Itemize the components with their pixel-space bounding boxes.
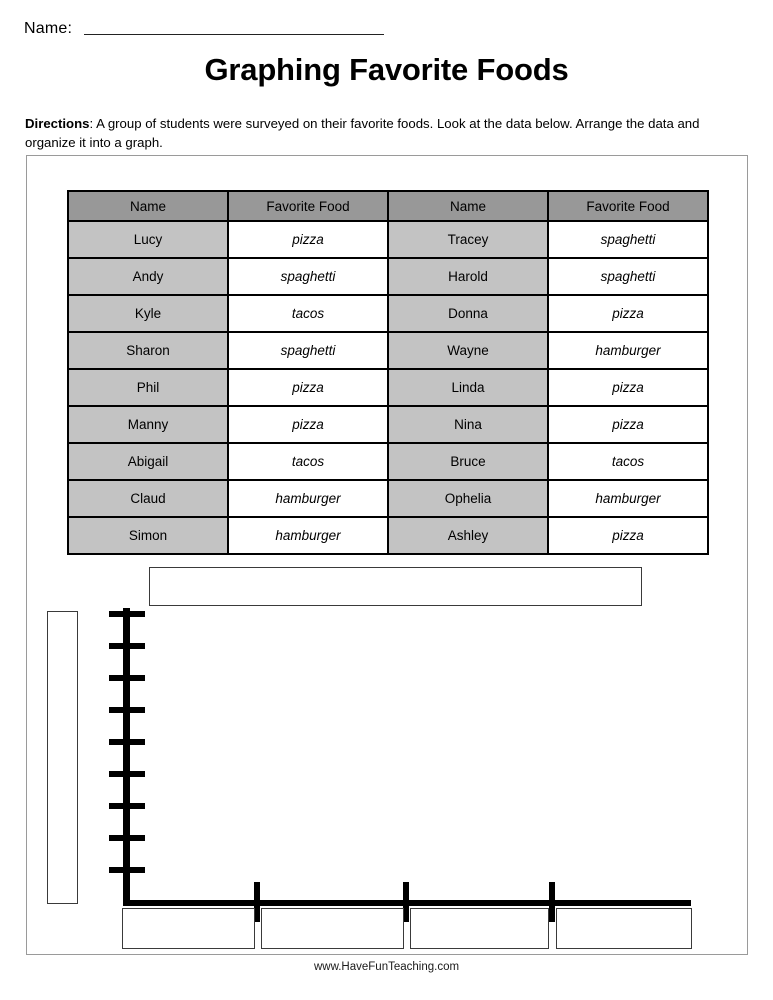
category-label-box-3[interactable]	[410, 908, 549, 949]
cell-name: Donna	[388, 295, 548, 332]
category-label-box-2[interactable]	[261, 908, 404, 949]
cell-food: tacos	[548, 443, 708, 480]
y-axis-label-input-box[interactable]	[47, 611, 78, 904]
cell-name: Andy	[68, 258, 228, 295]
cell-name: Linda	[388, 369, 548, 406]
cell-name: Claud	[68, 480, 228, 517]
cell-food: pizza	[548, 295, 708, 332]
cell-food: hamburger	[548, 332, 708, 369]
y-axis-tick	[109, 739, 145, 745]
directions-label: Directions	[25, 116, 90, 131]
column-header-food-1: Favorite Food	[228, 191, 388, 221]
cell-name: Simon	[68, 517, 228, 554]
y-axis-tick	[109, 867, 145, 873]
column-header-name-2: Name	[388, 191, 548, 221]
page-title: Graphing Favorite Foods	[204, 52, 569, 87]
cell-food: pizza	[548, 369, 708, 406]
cell-food: spaghetti	[228, 258, 388, 295]
name-write-in-line[interactable]	[84, 34, 384, 35]
cell-food: tacos	[228, 295, 388, 332]
blank-graph	[27, 156, 749, 956]
cell-food: spaghetti	[228, 332, 388, 369]
cell-food: spaghetti	[548, 221, 708, 258]
y-axis-tick	[109, 707, 145, 713]
cell-name: Sharon	[68, 332, 228, 369]
column-header-name-1: Name	[68, 191, 228, 221]
cell-name: Abigail	[68, 443, 228, 480]
cell-food: pizza	[548, 517, 708, 554]
cell-name: Kyle	[68, 295, 228, 332]
name-field-row	[24, 20, 384, 38]
cell-name: Tracey	[388, 221, 548, 258]
y-axis-tick	[109, 675, 145, 681]
cell-name: Phil	[68, 369, 228, 406]
cell-name: Wayne	[388, 332, 548, 369]
cell-food: pizza	[548, 406, 708, 443]
cell-name: Lucy	[68, 221, 228, 258]
y-axis-tick	[109, 611, 145, 617]
y-axis-tick	[109, 803, 145, 809]
cell-name: Harold	[388, 258, 548, 295]
cell-name: Manny	[68, 406, 228, 443]
cell-food: hamburger	[548, 480, 708, 517]
directions-text: : A group of students were surveyed on their favorite foods. Look at the data below. Arrange the data and organize it into a graph.	[25, 116, 700, 150]
x-axis-tick	[549, 882, 555, 922]
footer-website: www.HaveFunTeaching.com	[313, 961, 460, 973]
directions-paragraph	[25, 114, 747, 152]
category-label-box-1[interactable]	[122, 908, 255, 949]
cell-food: hamburger	[228, 517, 388, 554]
cell-name: Ophelia	[388, 480, 548, 517]
cell-name: Nina	[388, 406, 548, 443]
worksheet-content-frame	[26, 155, 748, 955]
y-axis-tick	[109, 643, 145, 649]
y-axis-tick	[109, 771, 145, 777]
cell-food: hamburger	[228, 480, 388, 517]
y-axis-tick	[109, 835, 145, 841]
cell-name: Bruce	[388, 443, 548, 480]
cell-food: tacos	[228, 443, 388, 480]
graph-title-input-box[interactable]	[149, 567, 642, 606]
cell-name: Ashley	[388, 517, 548, 554]
cell-food: pizza	[228, 221, 388, 258]
cell-food: spaghetti	[548, 258, 708, 295]
cell-food: pizza	[228, 406, 388, 443]
y-axis-line	[123, 608, 130, 906]
column-header-food-2: Favorite Food	[548, 191, 708, 221]
cell-food: pizza	[228, 369, 388, 406]
name-label: Name:	[24, 20, 73, 37]
category-label-box-4[interactable]	[556, 908, 692, 949]
